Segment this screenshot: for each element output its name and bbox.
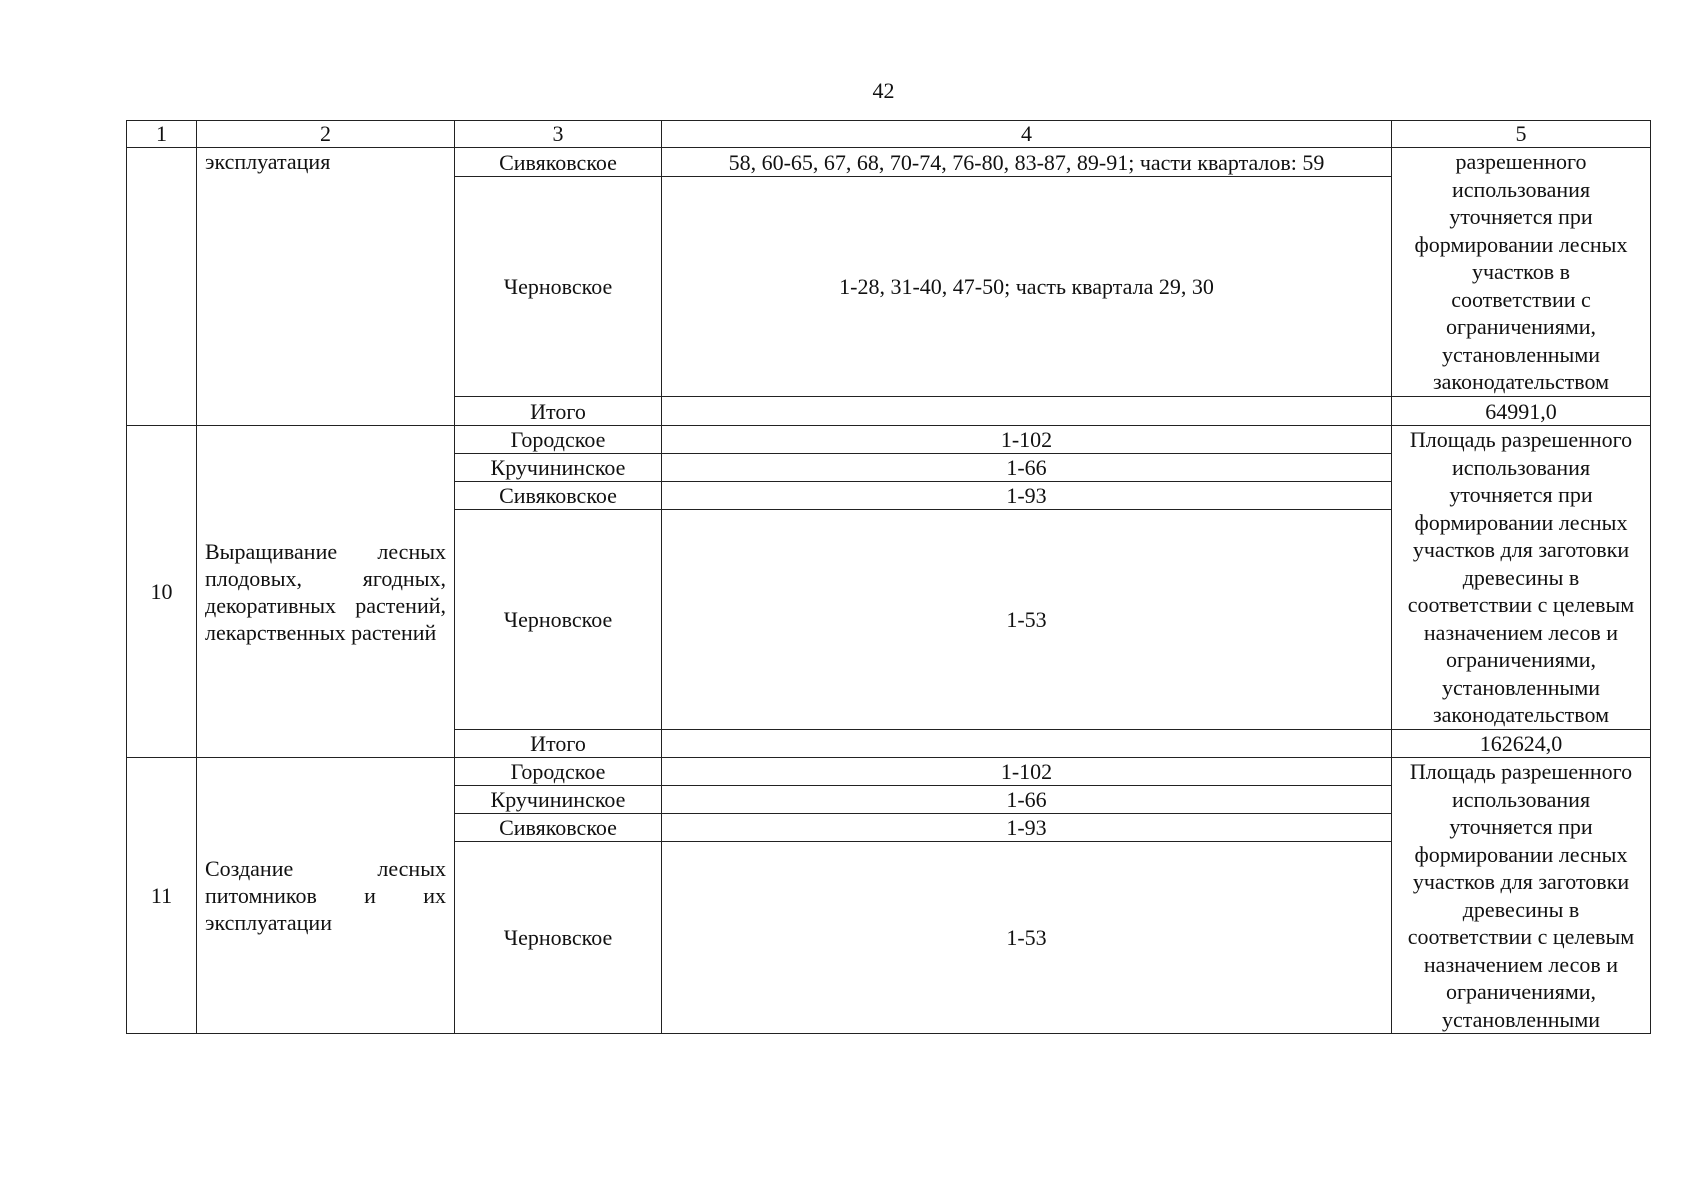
quarters-cell: 1-66 bbox=[662, 454, 1392, 482]
forestry-cell: Городское bbox=[455, 758, 662, 786]
note-line: установленными bbox=[1441, 341, 1601, 367]
quarters-cell: 1-93 bbox=[662, 814, 1392, 842]
row-number-cell bbox=[127, 148, 197, 426]
note-line: участков в bbox=[1471, 259, 1571, 285]
quarters-cell: 1-66 bbox=[662, 786, 1392, 814]
table-row bbox=[127, 148, 1651, 177]
note-cell bbox=[1392, 148, 1651, 397]
note-line: законодательством bbox=[1432, 369, 1610, 395]
use-type-cell: эксплуатация bbox=[197, 148, 455, 426]
note-line: разрешенного bbox=[1455, 149, 1587, 175]
note-line: уточняется при bbox=[1449, 204, 1593, 230]
total-label: Итого bbox=[455, 730, 662, 758]
quarters-cell: 58, 60-65, 67, 68, 70-74, 76-80, 83-87, 89-91; части кварталов: 59 bbox=[662, 148, 1392, 177]
note-line: уточняется при bbox=[1449, 814, 1593, 839]
quarters-cell: 1-53 bbox=[662, 842, 1392, 1034]
note-line: ограничениями, bbox=[1445, 647, 1597, 673]
forestry-cell: Черновское bbox=[455, 510, 662, 730]
forest-use-table bbox=[126, 120, 1651, 1034]
note-line: назначением лесов и bbox=[1423, 619, 1619, 645]
note-line: формировании лесных bbox=[1414, 231, 1628, 257]
total-value: 162624,0 bbox=[1392, 730, 1651, 758]
note-cell bbox=[1392, 426, 1651, 730]
note-line: древесины в bbox=[1462, 896, 1580, 922]
note-line: формировании лесных bbox=[1414, 509, 1628, 535]
note-line: законодательством bbox=[1432, 702, 1610, 728]
page-number: 42 bbox=[872, 78, 895, 103]
quarters-cell: 1-102 bbox=[662, 758, 1392, 786]
quarters-cell: 1-93 bbox=[662, 482, 1392, 510]
note-line: ограничениями, bbox=[1445, 979, 1597, 1004]
total-empty-cell bbox=[662, 397, 1392, 426]
note-line: ограничениями, bbox=[1445, 314, 1597, 340]
note-line: соответствии с bbox=[1451, 286, 1591, 312]
quarters-cell: 1-102 bbox=[662, 426, 1392, 454]
forestry-cell: Черновское bbox=[455, 842, 662, 1034]
header-cell: 4 bbox=[662, 121, 1392, 148]
quarters-cell: 1-28, 31-40, 47-50; часть квартала 29, 30 bbox=[662, 177, 1392, 397]
forestry-cell: Черновское bbox=[455, 177, 662, 397]
row-number-cell: 11 bbox=[127, 758, 197, 1034]
note-line: назначением лесов и bbox=[1423, 951, 1619, 977]
note-line: участков для заготовки bbox=[1412, 869, 1630, 894]
table-row bbox=[127, 758, 1651, 786]
note-line: соответствии с целевым bbox=[1407, 592, 1635, 618]
note-line: древесины в bbox=[1462, 564, 1580, 590]
table-row bbox=[127, 426, 1651, 454]
total-empty-cell bbox=[662, 730, 1392, 758]
header-cell: 2 bbox=[197, 121, 455, 148]
note-line: уточняется при bbox=[1449, 482, 1593, 508]
note-line: Площадь разрешенного bbox=[1409, 427, 1633, 453]
note-line: использования bbox=[1451, 454, 1591, 480]
forestry-cell: Кручининское bbox=[455, 454, 662, 482]
total-value: 64991,0 bbox=[1392, 397, 1651, 426]
note-line: установленными bbox=[1441, 1006, 1601, 1032]
note-line: формировании лесных bbox=[1414, 841, 1628, 867]
note-line: установленными bbox=[1441, 674, 1601, 700]
note-line: использования bbox=[1451, 786, 1591, 812]
quarters-cell: 1-53 bbox=[662, 510, 1392, 730]
use-type-cell: Выращивание лесных плодовых, ягодных, декоративных растений, лекарственных растений bbox=[197, 426, 455, 758]
total-label: Итого bbox=[455, 397, 662, 426]
forestry-cell: Сивяковское bbox=[455, 482, 662, 510]
forestry-cell: Кручининское bbox=[455, 786, 662, 814]
header-cell: 5 bbox=[1392, 121, 1651, 148]
note-line: соответствии с целевым bbox=[1407, 924, 1635, 949]
table-header-row bbox=[127, 121, 1651, 148]
row-number-cell: 10 bbox=[127, 426, 197, 758]
header-cell: 3 bbox=[455, 121, 662, 148]
header-cell: 1 bbox=[127, 121, 197, 148]
forestry-cell: Городское bbox=[455, 426, 662, 454]
note-cell bbox=[1392, 758, 1651, 1034]
use-type-cell: Создание лесных питомников и их эксплуатации bbox=[197, 758, 455, 1034]
note-line: использования bbox=[1451, 176, 1591, 202]
forestry-cell: Сивяковское bbox=[455, 148, 662, 177]
note-line: Площадь разрешенного bbox=[1409, 759, 1633, 784]
forestry-cell: Сивяковское bbox=[455, 814, 662, 842]
note-line: участков для заготовки bbox=[1412, 537, 1630, 563]
